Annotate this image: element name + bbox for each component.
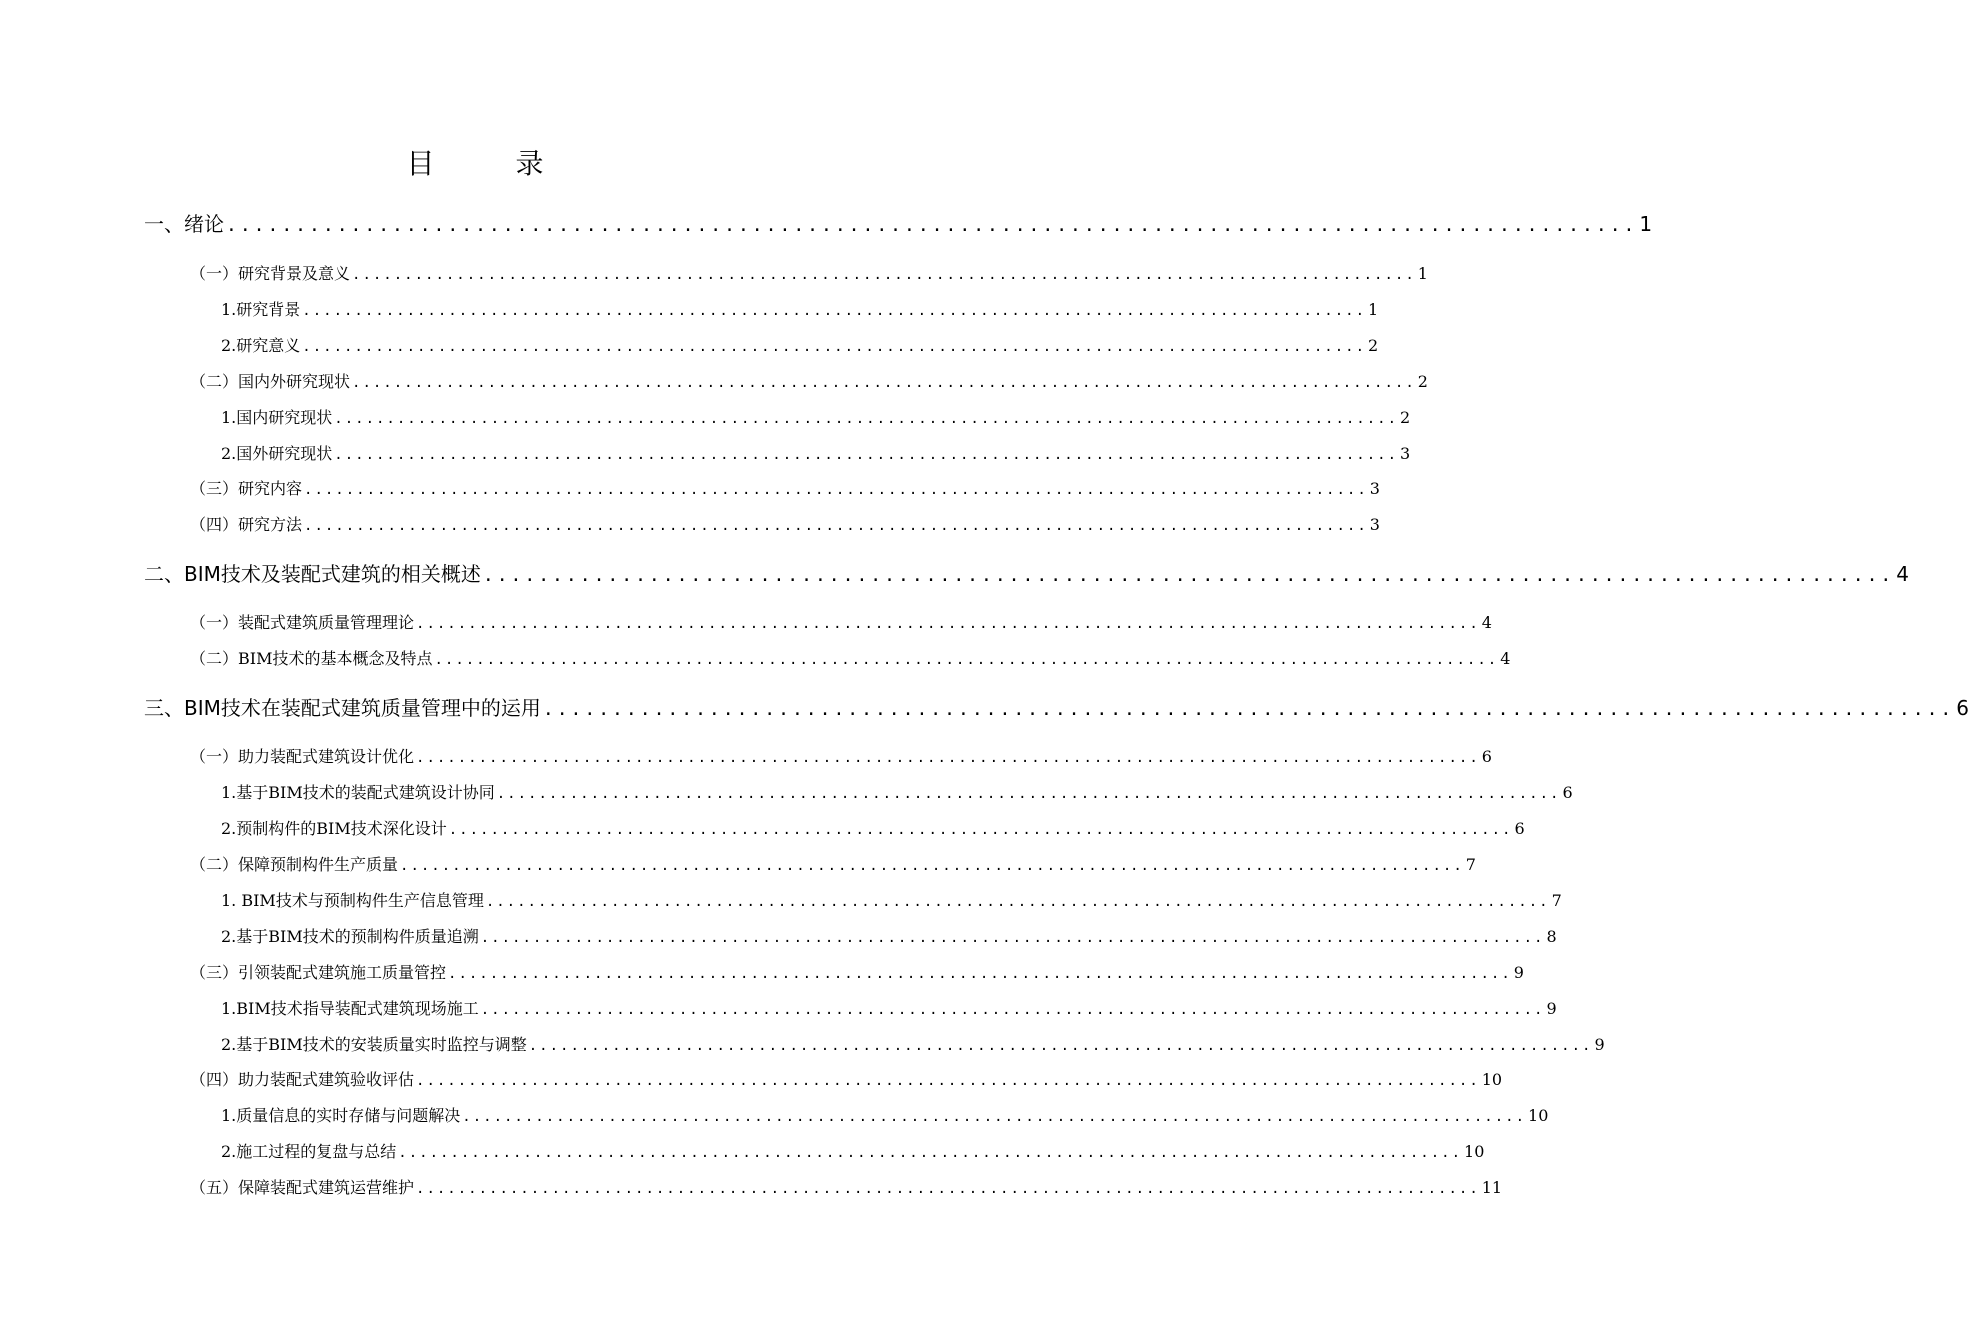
toc-entry[interactable] xyxy=(221,813,1525,845)
toc-entry-text: （二）保障预制构件生产质量 xyxy=(190,855,399,874)
toc-entry-page: 3 xyxy=(1369,515,1380,534)
toc-entry[interactable] xyxy=(190,1064,1503,1096)
toc-entry-text: 2.施工过程的复盘与总结 xyxy=(221,1142,397,1161)
toc-entry-page: 6 xyxy=(1514,819,1525,838)
toc-entry-text: 2.基于BIM技术的预制构件质量追溯 xyxy=(221,927,479,946)
toc-entry-text: 2.国外研究现状 xyxy=(221,444,333,463)
toc-entry[interactable] xyxy=(190,366,1428,398)
toc-entry[interactable] xyxy=(221,885,1562,917)
toc-entry-page: 7 xyxy=(1465,855,1476,874)
toc-entry[interactable] xyxy=(190,258,1428,290)
toc-leader-dots: ...................................................................................................... xyxy=(352,375,1416,391)
toc-leader-dots: ...................................................................................................... xyxy=(480,1002,1545,1018)
toc-leader-dots: ...................................................................................................... xyxy=(416,1073,1480,1089)
toc-leader-dots: ...................................................................................................... xyxy=(480,930,1545,946)
toc-entry-page: 9 xyxy=(1513,963,1524,982)
toc-leader-dots: ...................................................................................................... xyxy=(542,699,1955,720)
toc-entry[interactable] xyxy=(221,993,1557,1025)
toc-title: 目 录 xyxy=(406,147,580,180)
toc-entry-text: 1.研究背景 xyxy=(221,300,301,319)
toc-entry-page: 6 xyxy=(1956,696,1969,720)
toc-entry[interactable] xyxy=(144,690,1969,726)
toc-entry[interactable] xyxy=(221,1100,1549,1132)
toc-leader-dots: ...................................................................................................... xyxy=(400,858,1464,874)
toc-leader-dots: ...................................................................................................... xyxy=(304,482,1368,498)
toc-entry-text: （一）助力装配式建筑设计优化 xyxy=(190,747,415,766)
toc-leader-dots: ...................................................................................................... xyxy=(416,750,1480,766)
toc-leader-dots: ...................................................................................................... xyxy=(398,1145,1463,1161)
toc-entry[interactable] xyxy=(221,1136,1485,1168)
toc-leader-dots: ...................................................................................................... xyxy=(334,411,1399,427)
toc-entry-page: 8 xyxy=(1546,927,1557,946)
toc-leader-dots: ...................................................................................................... xyxy=(416,616,1480,632)
toc-leader-dots: ...................................................................................................... xyxy=(304,518,1368,534)
toc-leader-dots: ...................................................................................................... xyxy=(226,215,1638,236)
toc-entry-page: 7 xyxy=(1551,891,1562,910)
toc-entry-page: 6 xyxy=(1481,747,1492,766)
toc-entry[interactable] xyxy=(190,741,1492,773)
toc-entry[interactable] xyxy=(221,294,1379,326)
toc-entry-text: 1. BIM技术与预制构件生产信息管理 xyxy=(221,891,484,910)
toc-entry-text: （二）BIM技术的基本概念及特点 xyxy=(190,649,433,668)
toc-entry[interactable] xyxy=(221,402,1411,434)
toc-entry[interactable] xyxy=(190,1172,1503,1204)
toc-entry[interactable] xyxy=(190,607,1492,639)
toc-entry[interactable] xyxy=(221,438,1411,470)
toc-entry[interactable] xyxy=(221,777,1573,809)
toc-entry[interactable] xyxy=(190,957,1524,989)
toc-entry-text: 二、BIM技术及装配式建筑的相关概述 xyxy=(144,562,481,586)
toc-entry[interactable] xyxy=(221,1029,1605,1061)
toc-entry-page: 3 xyxy=(1400,444,1411,463)
toc-entry-page: 10 xyxy=(1481,1070,1503,1089)
toc-leader-dots: ...................................................................................................... xyxy=(302,339,1367,355)
toc-entry-page: 10 xyxy=(1528,1106,1549,1125)
toc-leader-dots: ...................................................................................................... xyxy=(482,565,1895,586)
toc-entry-text: 1.国内研究现状 xyxy=(221,408,333,427)
toc-entry-page: 11 xyxy=(1481,1178,1503,1197)
toc-entry-text: （一）装配式建筑质量管理理论 xyxy=(190,613,415,632)
toc-entry-page: 1 xyxy=(1368,300,1379,319)
toc-leader-dots: ...................................................................................................... xyxy=(448,966,1512,982)
toc-leader-dots: ...................................................................................................... xyxy=(496,786,1561,802)
toc-entry-page: 9 xyxy=(1594,1035,1605,1054)
toc-entry-page: 4 xyxy=(1500,649,1511,668)
toc-entry-page: 2 xyxy=(1400,408,1411,427)
toc-leader-dots: ...................................................................................................... xyxy=(462,1109,1527,1125)
toc-entry-text: （一）研究背景及意义 xyxy=(190,264,351,283)
toc-entry-page: 2 xyxy=(1417,372,1428,391)
toc-entry[interactable] xyxy=(190,509,1380,541)
toc-entry[interactable] xyxy=(190,849,1476,881)
toc-leader-dots: ...................................................................................................... xyxy=(434,652,1499,668)
toc-entry-text: 三、BIM技术在装配式建筑质量管理中的运用 xyxy=(144,696,541,720)
toc-leader-dots: ...................................................................................................... xyxy=(448,822,1513,838)
toc-entry-text: （四）研究方法 xyxy=(190,515,303,534)
toc-leader-dots: ...................................................................................................... xyxy=(416,1181,1480,1197)
toc-entry-text: （五）保障装配式建筑运营维护 xyxy=(190,1178,415,1197)
toc-leader-dots: ...................................................................................................... xyxy=(334,447,1399,463)
toc-entry-page: 3 xyxy=(1369,479,1380,498)
toc-entry-page: 6 xyxy=(1562,783,1573,802)
toc-entry[interactable] xyxy=(221,330,1379,362)
toc-entry[interactable] xyxy=(144,556,1909,592)
toc-entry-text: 2.研究意义 xyxy=(221,336,301,355)
toc-leader-dots: ...................................................................................................... xyxy=(528,1038,1593,1054)
toc-entry-page: 1 xyxy=(1639,212,1653,236)
toc-entry-page: 1 xyxy=(1417,264,1428,283)
toc-entry-page: 4 xyxy=(1481,613,1492,632)
toc-entry-page: 10 xyxy=(1464,1142,1485,1161)
toc-leader-dots: ...................................................................................................... xyxy=(485,894,1550,910)
toc-entry-text: 一、绪论 xyxy=(144,212,224,236)
toc-entry-text: 1.BIM技术指导装配式建筑现场施工 xyxy=(221,999,479,1018)
toc-entry-page: 4 xyxy=(1896,562,1909,586)
toc-entry[interactable] xyxy=(221,921,1557,953)
toc-entry-text: （二）国内外研究现状 xyxy=(190,372,351,391)
toc-leader-dots: ...................................................................................................... xyxy=(302,303,1367,319)
toc-entry-page: 9 xyxy=(1546,999,1557,1018)
toc-entry-text: （四）助力装配式建筑验收评估 xyxy=(190,1070,415,1089)
toc-entry[interactable] xyxy=(190,473,1380,505)
toc-entry-text: 2.基于BIM技术的安装质量实时监控与调整 xyxy=(221,1035,527,1054)
toc-leader-dots: ...................................................................................................... xyxy=(352,267,1416,283)
toc-entry-page: 2 xyxy=(1368,336,1379,355)
toc-entry[interactable] xyxy=(144,206,1653,242)
toc-entry-text: （三）引领装配式建筑施工质量管控 xyxy=(190,963,447,982)
toc-entry-text: 1.基于BIM技术的装配式建筑设计协同 xyxy=(221,783,495,802)
toc-entry-text: （三）研究内容 xyxy=(190,479,303,498)
toc-entry-text: 2.预制构件的BIM技术深化设计 xyxy=(221,819,447,838)
toc-entry-text: 1.质量信息的实时存储与问题解决 xyxy=(221,1106,461,1125)
toc-entry[interactable] xyxy=(190,643,1511,675)
